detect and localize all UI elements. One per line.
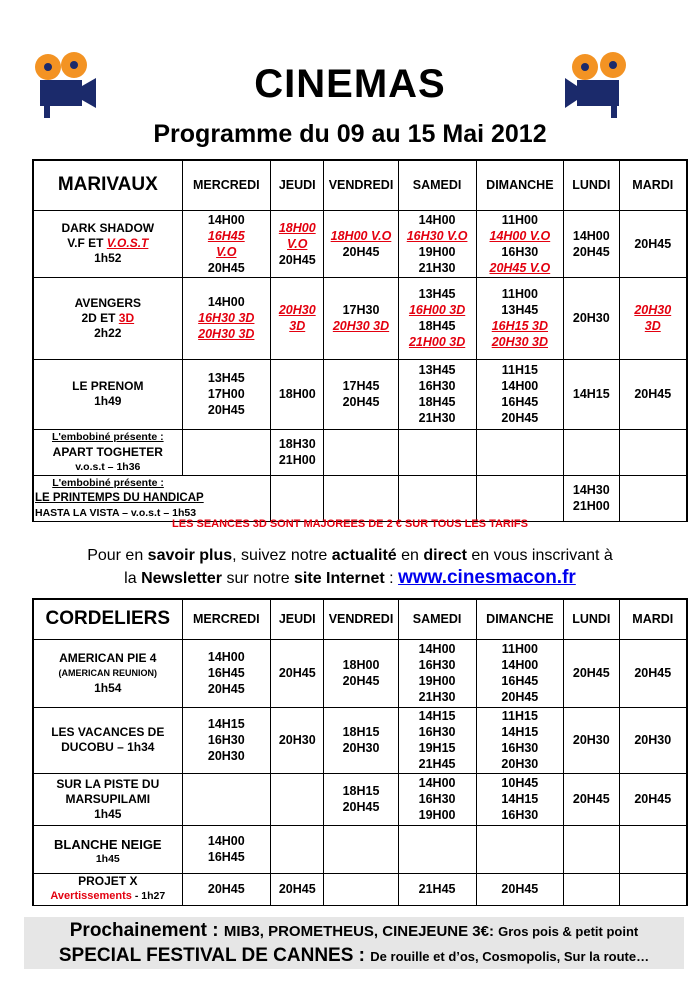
- showtime-cell: [398, 825, 476, 873]
- showtime-cell: [476, 429, 563, 475]
- day-header: DIMANCHE: [476, 160, 563, 210]
- showtime-cell: 11H15 14H00 16H45 20H45: [476, 359, 563, 429]
- showtime-cell: 14H15: [564, 359, 620, 429]
- table-row: [33, 773, 687, 825]
- table-row: [33, 707, 687, 773]
- film-title-cell: L'embobiné présente : LE PRINTEMPS DU HANDICAP HASTA LA VISTA – v.o.s.t – 1h53: [33, 475, 182, 521]
- showtime-cell: 18H15 20H30: [324, 707, 398, 773]
- film-title-cell: LE PRENOM 1h49: [33, 359, 182, 429]
- showtime-cell: 20H45: [476, 873, 563, 905]
- showtime-cell: [182, 429, 270, 475]
- showtime-cell: 20H45: [271, 873, 324, 905]
- showtime-cell: [564, 873, 620, 905]
- cinema-name: MARIVAUX: [33, 160, 182, 210]
- showtime-cell: [182, 773, 270, 825]
- showtime-cell: [619, 475, 687, 521]
- showtime-cell: 20H45: [564, 773, 620, 825]
- showtime-cell: [271, 475, 324, 521]
- table-row: [33, 475, 687, 521]
- showtime-cell: 20H45: [271, 639, 324, 707]
- showtime-cell: 20H30: [564, 707, 620, 773]
- day-header: DIMANCHE: [476, 599, 563, 639]
- film-title-cell: DARK SHADOW V.F ET V.O.S.T 1h52: [33, 210, 182, 277]
- film-title-cell: SUR LA PISTE DU MARSUPILAMI 1h45: [33, 773, 182, 825]
- day-header: MARDI: [619, 160, 687, 210]
- film-title-cell: AVENGERS 2D ET 3D 2h22: [33, 277, 182, 359]
- film-title-cell: LES VACANCES DE DUCOBU – 1h34: [33, 707, 182, 773]
- table-row: [33, 359, 687, 429]
- day-header: SAMEDI: [398, 160, 476, 210]
- page-title: CINEMAS: [254, 62, 446, 106]
- day-header: LUNDI: [564, 160, 620, 210]
- showtime-cell: 18H00 V.O 20H45: [271, 210, 324, 277]
- showtime-cell: [271, 773, 324, 825]
- showtime-cell: [324, 475, 398, 521]
- showtime-cell: 14H30 21H00: [564, 475, 620, 521]
- showtime-cell: [619, 825, 687, 873]
- showtime-cell: 20H30 3D: [271, 277, 324, 359]
- showtime-cell: 21H45: [398, 873, 476, 905]
- showtime-cell: 11H00 13H45 16H15 3D 20H30 3D: [476, 277, 563, 359]
- showtime-cell: 10H45 14H15 16H30: [476, 773, 563, 825]
- showtime-cell: 20H30 3D: [619, 277, 687, 359]
- showtime-cell: [564, 429, 620, 475]
- showtime-cell: 20H45: [619, 210, 687, 277]
- showtime-cell: [398, 475, 476, 521]
- day-header: JEUDI: [271, 599, 324, 639]
- film-title-cell: L'embobiné présente : APART TOGHETER v.o.s.t – 1h36: [33, 429, 182, 475]
- showtime-cell: 14H00 16H30 19H00 21H30: [398, 639, 476, 707]
- table-row: [33, 825, 687, 873]
- showtime-cell: 11H00 14H00 16H45 20H45: [476, 639, 563, 707]
- 3d-surcharge-note: LES SEANCES 3D SONT MAJOREES DE 2 € SUR TOUS LES TARIFS: [172, 518, 528, 530]
- newsletter-info: Pour en savoir plus, suivez notre actualité en direct en vous inscrivant à la Newsletter sur notre site Internet : www.cinesmacon.fr: [87, 547, 613, 588]
- showtime-cell: 14H15 16H30 19H15 21H45: [398, 707, 476, 773]
- showtime-cell: 20H45: [619, 359, 687, 429]
- day-header: MERCREDI: [182, 160, 270, 210]
- film-title-cell: AMERICAN PIE 4 (AMERICAN REUNION) 1h54: [33, 639, 182, 707]
- showtime-cell: 14H00 20H45: [564, 210, 620, 277]
- cinema-name: CORDELIERS: [33, 599, 182, 639]
- showtime-cell: [398, 429, 476, 475]
- upcoming-films-banner: Prochainement : MIB3, PROMETHEUS, CINEJEUNE 3€: Gros pois & petit point SPECIAL FESTIVAL DE CANNES : De rouille et d’os, Cosmopolis, Sur la route…: [24, 917, 684, 969]
- film-title-cell: PROJET X Avertissements - 1h27: [33, 873, 182, 905]
- table-row: [33, 277, 687, 359]
- showtime-cell: 20H30: [619, 707, 687, 773]
- showtime-cell: 11H00 14H00 V.O 16H30 20H45 V.O: [476, 210, 563, 277]
- showtime-cell: 14H00 16H30 V.O 19H00 21H30: [398, 210, 476, 277]
- table-row: [33, 873, 687, 905]
- showtime-cell: 20H45: [619, 773, 687, 825]
- day-header: MERCREDI: [182, 599, 270, 639]
- day-header: SAMEDI: [398, 599, 476, 639]
- table-row: [33, 639, 687, 707]
- showtime-cell: 14H00 16H30 19H00: [398, 773, 476, 825]
- page-subtitle: Programme du 09 au 15 Mai 2012: [153, 120, 547, 148]
- showtime-cell: 18H00: [271, 359, 324, 429]
- showtime-cell: 18H30 21H00: [271, 429, 324, 475]
- showtime-cell: 13H45 16H00 3D 18H45 21H00 3D: [398, 277, 476, 359]
- showtime-cell: 18H15 20H45: [324, 773, 398, 825]
- showtime-cell: 20H45: [182, 873, 270, 905]
- showtime-cell: [324, 825, 398, 873]
- marivaux-schedule-table: [32, 159, 688, 522]
- table-row: [33, 429, 687, 475]
- day-header: LUNDI: [564, 599, 620, 639]
- showtime-cell: [476, 825, 563, 873]
- showtime-cell: [324, 873, 398, 905]
- showtime-cell: 14H15 16H30 20H30: [182, 707, 270, 773]
- showtime-cell: 17H45 20H45: [324, 359, 398, 429]
- day-header: VENDREDI: [324, 160, 398, 210]
- showtime-cell: 18H00 V.O 20H45: [324, 210, 398, 277]
- showtime-cell: 11H15 14H15 16H30 20H30: [476, 707, 563, 773]
- showtime-cell: 20H30: [271, 707, 324, 773]
- showtime-cell: 20H45: [564, 639, 620, 707]
- showtime-cell: [324, 429, 398, 475]
- showtime-cell: 17H30 20H30 3D: [324, 277, 398, 359]
- showtime-cell: 14H00 16H45 V.O 20H45: [182, 210, 270, 277]
- showtime-cell: 14H00 16H30 3D 20H30 3D: [182, 277, 270, 359]
- cordeliers-schedule-table: [32, 598, 688, 906]
- day-header: VENDREDI: [324, 599, 398, 639]
- showtime-cell: [564, 825, 620, 873]
- day-header: MARDI: [619, 599, 687, 639]
- showtime-cell: 18H00 20H45: [324, 639, 398, 707]
- showtime-cell: 13H45 17H00 20H45: [182, 359, 270, 429]
- showtime-cell: 14H00 16H45 20H45: [182, 639, 270, 707]
- showtime-cell: 13H45 16H30 18H45 21H30: [398, 359, 476, 429]
- showtime-cell: 20H45: [619, 639, 687, 707]
- showtime-cell: [619, 429, 687, 475]
- showtime-cell: [271, 825, 324, 873]
- day-header: JEUDI: [271, 160, 324, 210]
- table-row: [33, 210, 687, 277]
- website-link[interactable]: www.cinesmacon.fr: [398, 567, 576, 588]
- showtime-cell: [619, 873, 687, 905]
- film-title-cell: BLANCHE NEIGE 1h45: [33, 825, 182, 873]
- showtime-cell: 14H00 16H45: [182, 825, 270, 873]
- showtime-cell: [476, 475, 563, 521]
- showtime-cell: 20H30: [564, 277, 620, 359]
